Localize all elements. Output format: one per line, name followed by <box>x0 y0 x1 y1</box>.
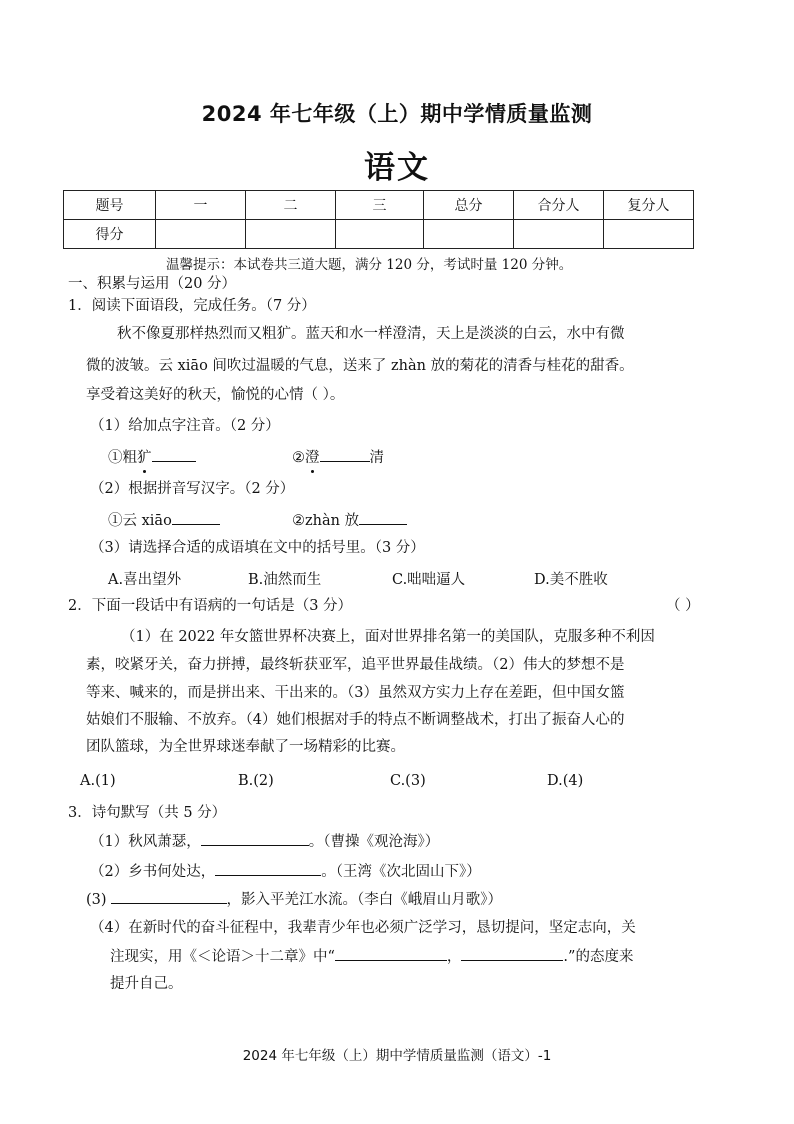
q1-option-d[interactable]: D.美不胜收 <box>534 572 608 588</box>
q1-sub2-title: （2）根据拼音写汉字。（2 分） <box>90 481 295 497</box>
q3-item-3-post: ，影入平羌江水流。（李白《峨眉山月歌》） <box>226 892 503 908</box>
q1-sub3-title: （3）请选择合适的成语填在文中的括号里。（3 分） <box>90 540 425 556</box>
score-cell[interactable] <box>514 220 604 249</box>
q3-item-4-post: .”的态度来 <box>563 949 634 965</box>
q2-option-d[interactable]: D.(4) <box>547 773 584 789</box>
q2-passage-line: （1）在 2022 年女篮世界杯决赛上，面对世界排名第一的美国队，克服多种不利因 <box>121 629 655 645</box>
q3-item-1 <box>90 831 439 852</box>
q1-sub1-b <box>292 447 384 468</box>
table-cell: 三 <box>336 191 424 220</box>
page-footer: 2024 年七年级（上）期中学情质量监测（语文）-1 <box>242 1048 552 1064</box>
q2-option-c[interactable]: C.(3) <box>390 773 426 789</box>
q2-option-a[interactable]: A.(1) <box>80 773 116 789</box>
score-cell[interactable] <box>424 220 514 249</box>
score-table <box>63 190 694 249</box>
answer-blank[interactable] <box>201 831 309 846</box>
q3-item-4-line <box>110 946 633 967</box>
q3-item-2 <box>90 861 481 882</box>
q1-sub2-b <box>292 510 407 531</box>
q1-option-a[interactable]: A.喜出望外 <box>108 572 182 588</box>
q3-item-4-line: （4）在新时代的奋斗征程中，我辈青少年也必须广泛学习，恳切提问，坚定志向，关 <box>90 920 636 936</box>
q1-passage-line: 秋不像夏那样热烈而又粗犷。蓝天和水一样澄清，天上是淡淡的白云，水中有微 <box>117 326 625 342</box>
q3-item-4-pre: 注现实，用《＜论语＞十二章》中“ <box>110 949 335 965</box>
answer-blank[interactable] <box>359 510 407 525</box>
score-cell[interactable] <box>156 220 246 249</box>
q3-item-2-post: 。（王湾《次北固山下》） <box>321 864 481 880</box>
score-cell[interactable] <box>336 220 424 249</box>
table-cell: 得分 <box>64 220 156 249</box>
q2-title: 2．下面一段话中有语病的一句话是（3 分） <box>68 598 353 614</box>
answer-blank[interactable] <box>152 447 196 462</box>
q1-sub1-title: （1）给加点字注音。（2 分） <box>90 418 280 434</box>
q3-item-3 <box>86 889 502 910</box>
table-cell: 复分人 <box>604 191 694 220</box>
table-cell: 题号 <box>64 191 156 220</box>
answer-blank[interactable] <box>335 946 447 961</box>
table-cell: 总分 <box>424 191 514 220</box>
q2-option-b[interactable]: B.(2) <box>238 773 274 789</box>
q3-item-2-pre: （2）乡书何处达， <box>90 864 216 880</box>
q2-passage-line: 团队篮球，为全世界球迷奉献了一场精彩的比赛。 <box>86 739 405 755</box>
q3-item-3-pre: (3) <box>86 892 107 908</box>
answer-blank[interactable] <box>111 889 227 904</box>
q2-passage-line: 姑娘们不服输、不放弃。（4）她们根据对手的特点不断调整战术，打出了振奋人心的 <box>86 712 625 728</box>
q2-passage-line: 素，咬紧牙关，奋力拼搏，最终斩获亚军，追平世界最佳战绩。（2）伟大的梦想不是 <box>86 657 625 673</box>
table-cell: 二 <box>246 191 336 220</box>
table-cell: 合分人 <box>514 191 604 220</box>
q3-title: 3．诗句默写（共 5 分） <box>68 805 227 821</box>
q1-title: 1．阅读下面语段，完成任务。（7 分） <box>68 298 316 314</box>
q1-sub2-b-label: ②zhàn 放 <box>292 513 360 529</box>
q1-option-c[interactable]: C.咄咄逼人 <box>392 572 466 588</box>
answer-blank[interactable] <box>215 861 321 876</box>
section-1-title: 一、积累与运用（20 分） <box>68 276 237 292</box>
exam-tip: 温馨提示：本试卷共三道大题，满分 120 分，考试时量 120 分钟。 <box>166 257 573 273</box>
q2-passage-line: 等来、喊来的，而是拼出来、干出来的。（3）虽然双方实力上存在差距，但中国女篮 <box>86 685 625 701</box>
score-table-header-row <box>64 191 694 220</box>
q1-passage-line: 微的波皱。云 xiāo 间吹过温暖的气息，送来了 zhàn 放的菊花的清香与桂花的甜香。 <box>86 358 634 374</box>
dotted-char: 犷 <box>137 450 152 466</box>
exam-title: 2024 年七年级（上）期中学情质量监测 <box>201 102 593 126</box>
q3-item-4-line: 提升自己。 <box>110 976 183 992</box>
q3-item-4-mid: ， <box>446 949 462 965</box>
answer-blank[interactable] <box>320 447 370 462</box>
answer-blank[interactable] <box>461 946 563 961</box>
q1-sub1-b-tail: 清 <box>369 450 384 466</box>
q1-option-b[interactable]: B.油然而生 <box>248 572 322 588</box>
subject-title: 语文 <box>364 150 430 186</box>
q3-item-1-pre: （1）秋风萧瑟， <box>90 834 201 850</box>
q1-sub1-a <box>108 447 196 468</box>
dotted-char: 澄 <box>305 450 320 466</box>
table-cell: 一 <box>156 191 246 220</box>
q2-answer-bracket[interactable]: （ ） <box>666 598 700 614</box>
score-table-score-row <box>64 220 694 249</box>
score-cell[interactable] <box>246 220 336 249</box>
score-cell[interactable] <box>604 220 694 249</box>
q1-sub2-a-label: ①云 xiāo <box>108 513 172 529</box>
q3-item-1-post: 。（曹操《观沧海》） <box>308 834 440 850</box>
q1-sub1-a-label: ①粗 <box>108 450 137 466</box>
q1-passage-line: 享受着这美好的秋天，愉悦的心情（ ）。 <box>86 387 345 403</box>
q1-sub1-b-label: ② <box>292 450 305 466</box>
answer-blank[interactable] <box>172 510 220 525</box>
q1-sub2-a <box>108 510 220 531</box>
